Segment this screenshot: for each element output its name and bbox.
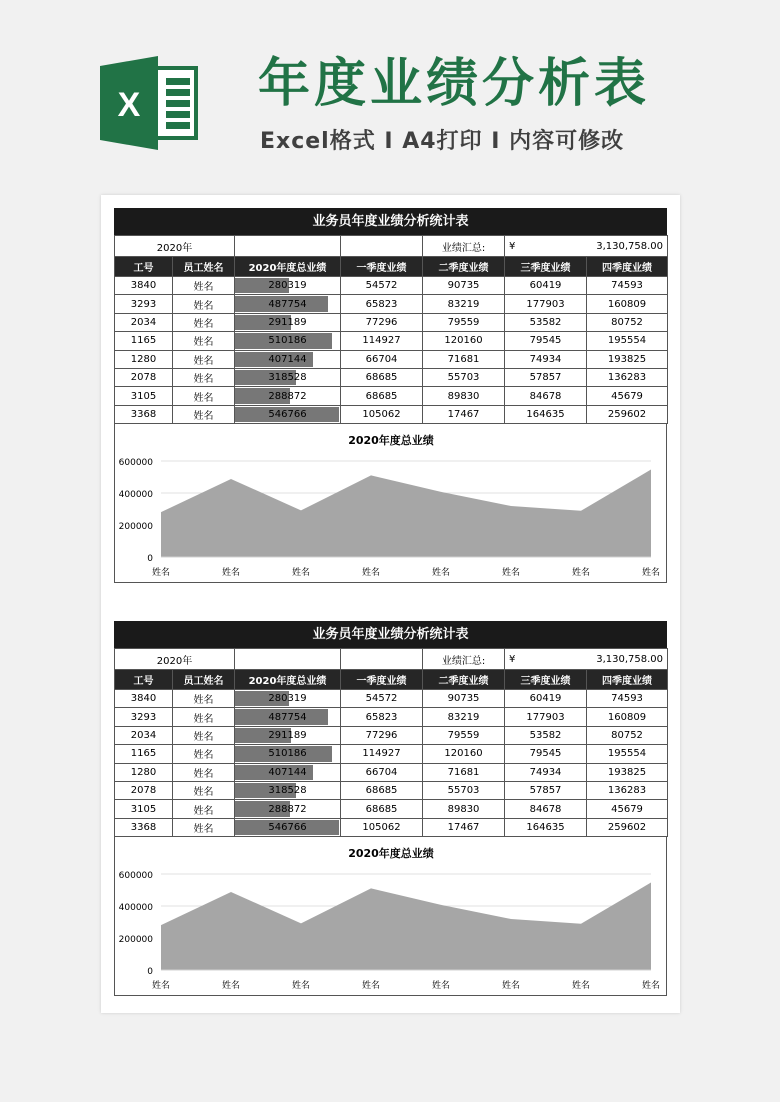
area-series — [161, 883, 651, 970]
table-cell[interactable]: 164635 — [505, 818, 587, 836]
table-cell[interactable]: 68685 — [341, 387, 423, 405]
table-cell[interactable]: 77296 — [341, 313, 423, 331]
table-cell[interactable]: 姓名 — [173, 708, 235, 726]
table-row — [115, 277, 668, 295]
table-row — [115, 350, 668, 368]
table-cell[interactable]: 53582 — [505, 313, 587, 331]
table-cell[interactable]: 74593 — [587, 690, 668, 708]
table-cell[interactable]: 姓名 — [173, 690, 235, 708]
column-header[interactable]: 工号 — [115, 670, 173, 690]
table-cell[interactable]: 3368 — [115, 405, 173, 423]
table-title: 业务员年度业绩分析统计表 — [114, 208, 667, 235]
table-cell[interactable]: 89830 — [423, 387, 505, 405]
table-cell[interactable]: 53582 — [505, 726, 587, 744]
total-cell[interactable] — [505, 649, 668, 670]
table-row — [115, 800, 668, 818]
table-cell[interactable]: 105062 — [341, 405, 423, 423]
table-cell[interactable]: 2078 — [115, 368, 173, 386]
column-header[interactable]: 一季度业绩 — [341, 257, 423, 277]
column-header[interactable]: 员工姓名 — [173, 670, 235, 690]
table-cell[interactable]: 姓名 — [173, 726, 235, 744]
table-cell[interactable]: 114927 — [341, 745, 423, 763]
excel-logo-icon — [100, 56, 200, 150]
cell-value: 407144 — [268, 353, 307, 365]
cell-total-databar[interactable] — [235, 313, 341, 331]
table-cell[interactable]: 66704 — [341, 763, 423, 781]
table-row — [115, 763, 668, 781]
total-label[interactable]: 业绩汇总: — [423, 236, 505, 257]
cell-total-databar[interactable] — [235, 781, 341, 799]
stats-table — [114, 648, 668, 837]
table-cell[interactable]: 80752 — [587, 313, 668, 331]
cell-value: 487754 — [268, 711, 307, 723]
table-row — [115, 387, 668, 405]
table-cell[interactable]: 2034 — [115, 726, 173, 744]
cell-total-databar[interactable] — [235, 277, 341, 295]
x-tick-label: 姓名 — [151, 568, 171, 579]
table-cell[interactable]: 姓名 — [173, 745, 235, 763]
table-cell[interactable]: 姓名 — [173, 332, 235, 350]
table-cell[interactable]: 3293 — [115, 295, 173, 313]
table-cell[interactable]: 55703 — [423, 368, 505, 386]
area-chart[interactable] — [114, 424, 667, 583]
cell-total-databar[interactable] — [235, 745, 341, 763]
cell-value: 291189 — [268, 316, 307, 328]
cell-total-databar[interactable] — [235, 708, 341, 726]
cell-value: 546766 — [268, 408, 307, 420]
page-title: 年度业绩分析表 — [258, 54, 651, 114]
cell-total-databar[interactable] — [235, 368, 341, 386]
table-cell[interactable]: 120160 — [423, 745, 505, 763]
table-cell[interactable]: 71681 — [423, 350, 505, 368]
table-cell[interactable]: 105062 — [341, 818, 423, 836]
table-row — [115, 745, 668, 763]
column-header[interactable]: 2020年度总业绩 — [235, 257, 341, 277]
cell-total-databar[interactable] — [235, 818, 341, 836]
table-title: 业务员年度业绩分析统计表 — [114, 621, 667, 648]
cell-total-databar[interactable] — [235, 350, 341, 368]
table-cell[interactable]: 68685 — [341, 800, 423, 818]
table-cell[interactable]: 65823 — [341, 708, 423, 726]
currency-symbol: ¥ — [509, 653, 516, 665]
column-header[interactable]: 四季度业绩 — [587, 257, 668, 277]
column-header[interactable]: 工号 — [115, 257, 173, 277]
x-tick-label: 姓名 — [291, 981, 311, 992]
cell-total-databar[interactable] — [235, 295, 341, 313]
table-cell[interactable]: 160809 — [587, 708, 668, 726]
table-cell[interactable]: 259602 — [587, 818, 668, 836]
table-row — [115, 708, 668, 726]
area-chart[interactable] — [114, 837, 667, 996]
table-row — [115, 818, 668, 836]
table-cell[interactable]: 120160 — [423, 332, 505, 350]
table-cell[interactable]: 136283 — [587, 368, 668, 386]
cell-value: 318528 — [268, 372, 307, 384]
table-cell[interactable]: 1280 — [115, 350, 173, 368]
table-cell[interactable]: 83219 — [423, 295, 505, 313]
table-cell[interactable]: 45679 — [587, 387, 668, 405]
table-cell[interactable]: 177903 — [505, 295, 587, 313]
table-cell[interactable]: 姓名 — [173, 295, 235, 313]
year-cell[interactable]: 2020年 — [115, 236, 235, 257]
column-header[interactable]: 员工姓名 — [173, 257, 235, 277]
table-row — [115, 405, 668, 423]
table-cell[interactable]: 姓名 — [173, 313, 235, 331]
cell-value: 407144 — [268, 766, 307, 778]
svg-text:X: X — [117, 86, 141, 124]
table-cell[interactable]: 姓名 — [173, 818, 235, 836]
x-tick-label: 姓名 — [641, 568, 661, 579]
table-cell[interactable]: 79545 — [505, 745, 587, 763]
column-header[interactable]: 三季度业绩 — [505, 670, 587, 690]
cell-value: 288872 — [268, 390, 307, 402]
table-cell[interactable]: 54572 — [341, 690, 423, 708]
table-row — [115, 313, 668, 331]
table-cell[interactable]: 79559 — [423, 726, 505, 744]
cell-value: 288872 — [268, 803, 307, 815]
empty-cell[interactable] — [341, 649, 423, 670]
table-cell[interactable]: 57857 — [505, 781, 587, 799]
x-tick-label: 姓名 — [221, 981, 241, 992]
cell-total-databar[interactable] — [235, 387, 341, 405]
table-cell[interactable]: 68685 — [341, 368, 423, 386]
table-cell[interactable]: 177903 — [505, 708, 587, 726]
cell-value: 546766 — [268, 821, 307, 833]
table-cell[interactable]: 79559 — [423, 313, 505, 331]
total-value: 3,130,758.00 — [596, 653, 664, 665]
table-row — [115, 295, 668, 313]
table-cell[interactable]: 77296 — [341, 726, 423, 744]
table-cell[interactable]: 89830 — [423, 800, 505, 818]
cell-value: 510186 — [268, 748, 307, 760]
table-cell[interactable]: 1165 — [115, 745, 173, 763]
table-row — [115, 781, 668, 799]
table-cell[interactable]: 3105 — [115, 800, 173, 818]
table-row — [115, 726, 668, 744]
y-tick-label: 200000 — [118, 935, 153, 946]
table-cell[interactable]: 姓名 — [173, 800, 235, 818]
column-header[interactable]: 四季度业绩 — [587, 670, 668, 690]
column-header[interactable]: 二季度业绩 — [423, 670, 505, 690]
table-cell[interactable]: 姓名 — [173, 277, 235, 295]
table-cell[interactable]: 193825 — [587, 350, 668, 368]
column-header[interactable]: 三季度业绩 — [505, 257, 587, 277]
table-cell[interactable]: 57857 — [505, 368, 587, 386]
x-tick-label: 姓名 — [571, 981, 591, 992]
column-header[interactable]: 2020年度总业绩 — [235, 670, 341, 690]
table-cell[interactable]: 74934 — [505, 350, 587, 368]
column-header[interactable]: 一季度业绩 — [341, 670, 423, 690]
stats-table — [114, 235, 668, 424]
table-cell[interactable]: 2078 — [115, 781, 173, 799]
y-tick-label: 200000 — [118, 522, 153, 533]
table-cell[interactable]: 17467 — [423, 405, 505, 423]
table-cell[interactable]: 60419 — [505, 277, 587, 295]
cell-total-databar[interactable] — [235, 405, 341, 423]
chart-title: 2020年度总业绩 — [348, 847, 434, 861]
table-cell[interactable]: 3293 — [115, 708, 173, 726]
x-tick-label: 姓名 — [431, 568, 451, 579]
chart-title: 2020年度总业绩 — [348, 434, 434, 448]
table-cell[interactable]: 3840 — [115, 277, 173, 295]
cell-value: 318528 — [268, 785, 307, 797]
y-tick-label: 600000 — [118, 871, 153, 882]
table-cell[interactable]: 74593 — [587, 277, 668, 295]
x-tick-label: 姓名 — [221, 568, 241, 579]
table-cell[interactable]: 74934 — [505, 763, 587, 781]
x-tick-label: 姓名 — [501, 981, 521, 992]
x-tick-label: 姓名 — [501, 568, 521, 579]
table-cell[interactable]: 84678 — [505, 387, 587, 405]
cell-total-databar[interactable] — [235, 690, 341, 708]
total-cell[interactable] — [505, 236, 668, 257]
y-tick-label: 0 — [147, 967, 153, 978]
table-cell[interactable]: 3840 — [115, 690, 173, 708]
table-cell[interactable]: 83219 — [423, 708, 505, 726]
table-cell[interactable]: 45679 — [587, 800, 668, 818]
x-tick-label: 姓名 — [291, 568, 311, 579]
x-tick-label: 姓名 — [641, 981, 661, 992]
table-cell[interactable]: 195554 — [587, 332, 668, 350]
table-cell[interactable]: 71681 — [423, 763, 505, 781]
table-cell[interactable]: 3105 — [115, 387, 173, 405]
table-cell[interactable]: 195554 — [587, 745, 668, 763]
table-cell[interactable]: 80752 — [587, 726, 668, 744]
cell-value: 280319 — [268, 693, 307, 705]
cell-total-databar[interactable] — [235, 800, 341, 818]
y-tick-label: 400000 — [118, 490, 153, 501]
cell-value: 487754 — [268, 298, 307, 310]
empty-cell[interactable] — [235, 649, 341, 670]
table-cell[interactable]: 姓名 — [173, 350, 235, 368]
table-row — [115, 368, 668, 386]
table-cell[interactable]: 60419 — [505, 690, 587, 708]
cell-value: 291189 — [268, 729, 307, 741]
table-cell[interactable]: 姓名 — [173, 405, 235, 423]
page-subtitle: Excel格式 I A4打印 I 内容可修改 — [260, 129, 625, 154]
x-tick-label: 姓名 — [431, 981, 451, 992]
table-cell[interactable]: 55703 — [423, 781, 505, 799]
year-cell[interactable]: 2020年 — [115, 649, 235, 670]
cell-value: 510186 — [268, 335, 307, 347]
x-tick-label: 姓名 — [571, 568, 591, 579]
column-header[interactable]: 二季度业绩 — [423, 257, 505, 277]
table-cell[interactable]: 3368 — [115, 818, 173, 836]
table-cell[interactable]: 1165 — [115, 332, 173, 350]
cell-total-databar[interactable] — [235, 763, 341, 781]
total-label[interactable]: 业绩汇总: — [423, 649, 505, 670]
table-cell[interactable]: 65823 — [341, 295, 423, 313]
x-tick-label: 姓名 — [361, 981, 381, 992]
table-cell[interactable]: 姓名 — [173, 387, 235, 405]
empty-cell[interactable] — [341, 236, 423, 257]
table-cell[interactable]: 90735 — [423, 690, 505, 708]
table-cell[interactable]: 姓名 — [173, 763, 235, 781]
stats-section — [114, 208, 667, 583]
y-tick-label: 400000 — [118, 903, 153, 914]
currency-symbol: ¥ — [509, 240, 516, 252]
table-cell[interactable]: 79545 — [505, 332, 587, 350]
area-series — [161, 470, 651, 557]
y-tick-label: 600000 — [118, 458, 153, 469]
stats-section — [114, 621, 667, 996]
cell-total-databar[interactable] — [235, 332, 341, 350]
x-tick-label: 姓名 — [151, 981, 171, 992]
table-cell[interactable]: 66704 — [341, 350, 423, 368]
table-cell[interactable]: 84678 — [505, 800, 587, 818]
table-cell[interactable]: 姓名 — [173, 368, 235, 386]
table-cell[interactable]: 160809 — [587, 295, 668, 313]
table-cell[interactable]: 90735 — [423, 277, 505, 295]
empty-cell[interactable] — [235, 236, 341, 257]
y-tick-label: 0 — [147, 554, 153, 565]
table-cell[interactable]: 68685 — [341, 781, 423, 799]
table-cell[interactable]: 136283 — [587, 781, 668, 799]
table-cell[interactable]: 193825 — [587, 763, 668, 781]
table-cell[interactable]: 姓名 — [173, 781, 235, 799]
table-cell[interactable]: 164635 — [505, 405, 587, 423]
table-row — [115, 332, 668, 350]
table-cell[interactable]: 114927 — [341, 332, 423, 350]
x-tick-label: 姓名 — [361, 568, 381, 579]
table-cell[interactable]: 54572 — [341, 277, 423, 295]
total-value: 3,130,758.00 — [596, 240, 664, 252]
table-cell[interactable]: 2034 — [115, 313, 173, 331]
table-cell[interactable]: 17467 — [423, 818, 505, 836]
cell-value: 280319 — [268, 280, 307, 292]
table-cell[interactable]: 259602 — [587, 405, 668, 423]
table-cell[interactable]: 1280 — [115, 763, 173, 781]
cell-total-databar[interactable] — [235, 726, 341, 744]
table-row — [115, 690, 668, 708]
